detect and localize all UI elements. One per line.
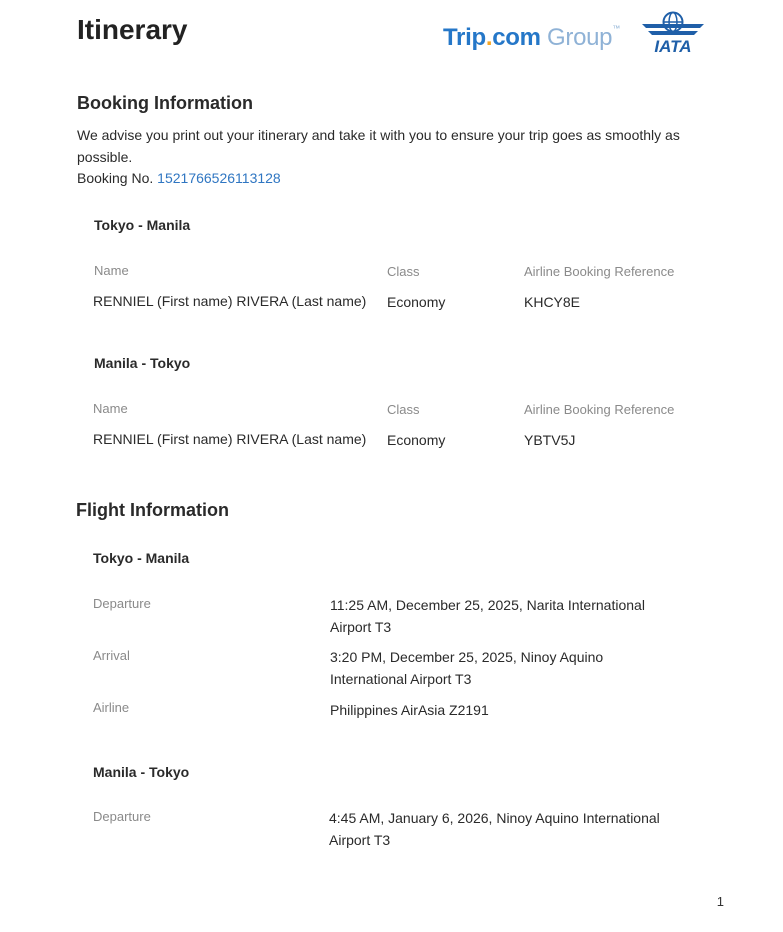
class-column-header: Class: [387, 402, 420, 417]
svg-text:IATA: IATA: [654, 37, 692, 55]
class-value: Economy: [387, 294, 446, 310]
booking-reference-column-header: Airline Booking Reference: [524, 402, 675, 417]
booking-reference-value: KHCY8E: [524, 294, 581, 310]
arrival-label: Arrival: [93, 648, 130, 663]
airline-label: Airline: [93, 700, 130, 715]
iata-logo: [640, 11, 706, 55]
airline-value: Philippines AirAsia Z2191: [330, 702, 489, 718]
booking-number-label: Booking No.: [77, 170, 158, 186]
class-value: Economy: [387, 432, 446, 448]
class-column-header: Class: [387, 264, 420, 279]
arrival-value: 3:20 PM, December 25, 2025, Ninoy Aquino International Airport T3: [330, 649, 604, 687]
trip-com-group-logo: Trip.com Group™: [443, 24, 620, 51]
booking-reference-column-header: Airline Booking Reference: [524, 264, 675, 279]
flight-information-heading: Flight Information: [76, 500, 229, 520]
booking-number-line: [77, 168, 697, 190]
departure-value: 11:25 AM, December 25, 2025, Narita International Airport T3: [330, 597, 645, 635]
flight-route-title: Manila - Tokyo: [93, 764, 190, 780]
name-column-header: Name: [94, 263, 129, 278]
departure-label: Departure: [93, 809, 151, 824]
page-title: Itinerary: [77, 14, 188, 45]
passenger-name: RENNIEL (First name) RIVERA (Last name): [93, 293, 367, 309]
passenger-name: RENNIEL (First name) RIVERA (Last name): [93, 431, 367, 447]
booking-advice-text: We advise you print out your itinerary and take it with you to ensure your trip goes as smoothly as possible.: [77, 127, 680, 165]
departure-value: 4:45 AM, January 6, 2026, Ninoy Aquino International Airport T3: [329, 810, 660, 848]
page-number: 1: [716, 894, 724, 909]
booking-number-link[interactable]: 1521766526113128: [157, 170, 281, 186]
booking-information-heading: Booking Information: [77, 93, 253, 113]
departure-label: Departure: [93, 596, 151, 611]
flight-route-title: Tokyo - Manila: [93, 550, 190, 566]
booking-reference-value: YBTV5J: [524, 432, 576, 448]
name-column-header: Name: [93, 401, 128, 416]
booking-route-title: Manila - Tokyo: [94, 355, 191, 371]
booking-route-title: Tokyo - Manila: [94, 217, 191, 233]
